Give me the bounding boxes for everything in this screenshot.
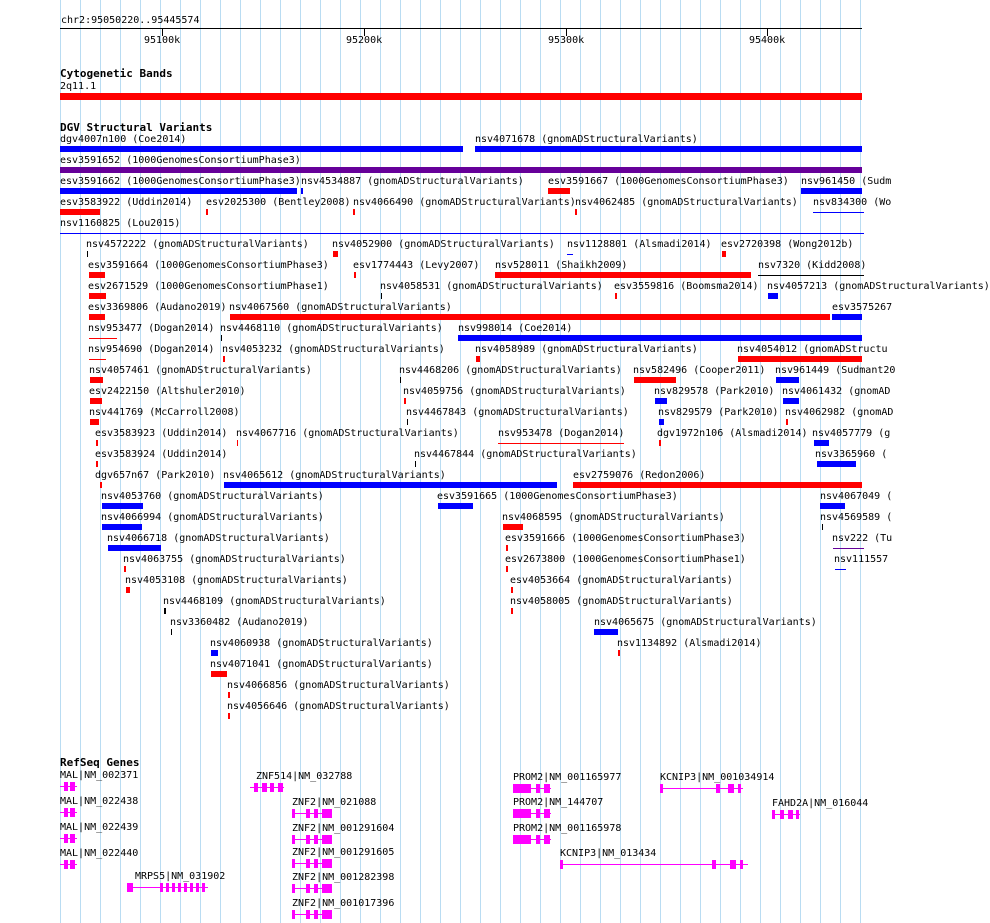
dgv-feature-label: nsv3365960 ( (815, 449, 888, 460)
gene-exon (712, 860, 716, 869)
ruler-tick-label: 95100k (144, 35, 181, 46)
dgv-feature-label: nsv4071678 (gnomADStructuralVariants) (475, 134, 698, 145)
gene-exon (544, 784, 550, 793)
refseq-gene-label: MRPS5|NM_031902 (135, 871, 226, 882)
gene-exon (544, 835, 550, 844)
gene-exon (127, 883, 133, 892)
dgv-feature-label: nsv4058531 (gnomADStructuralVariants) (380, 281, 603, 292)
dgv-feature-bar[interactable] (60, 146, 463, 152)
dgv-feature-label: nsv4071041 (gnomADStructuralVariants) (210, 659, 433, 670)
gene-exon (70, 834, 75, 843)
gene-exon (64, 860, 68, 869)
dgv-feature-label: nsv4052900 (gnomADStructuralVariants) (332, 239, 555, 250)
gene-exon (513, 784, 531, 793)
gene-exon (306, 859, 310, 868)
grid-line (720, 0, 721, 923)
grid-line (240, 0, 241, 923)
dgv-feature-bar[interactable] (511, 608, 513, 614)
dgv-feature-bar[interactable] (814, 440, 829, 446)
gene-exon (796, 810, 799, 819)
dgv-feature-label: esv3369806 (Audano2019) (88, 302, 227, 313)
dgv-feature-label: nsv4067049 ( (820, 491, 893, 502)
refseq-gene-label: MAL|NM_022440 (60, 848, 139, 859)
dgv-feature-label: nsv4534887 (gnomADStructuralVariants) (301, 176, 524, 187)
gene-exon (740, 860, 743, 869)
dgv-feature-bar[interactable] (381, 293, 382, 299)
dgv-feature-bar[interactable] (126, 587, 130, 593)
dgv-feature-label: nsv4058005 (gnomADStructuralVariants) (510, 596, 733, 607)
dgv-feature-label: nsv4062485 (gnomADStructuralVariants) (575, 197, 798, 208)
gene-exon (328, 859, 332, 868)
ruler-tick-label: 95200k (346, 35, 383, 46)
dgv-feature-bar[interactable] (211, 650, 218, 656)
gene-exon (190, 883, 193, 892)
refseq-gene-label: ZNF2|NM_021088 (292, 797, 377, 808)
ruler-line (60, 28, 862, 29)
grid-line (200, 0, 201, 923)
dgv-feature-bar[interactable] (89, 293, 106, 299)
dgv-feature-label: esv3575267 (832, 302, 893, 313)
grid-line (440, 0, 441, 923)
dgv-feature-label: nsv4467843 (gnomADStructuralVariants) (406, 407, 629, 418)
refseq-gene-label: MAL|NM_022438 (60, 796, 139, 807)
dgv-feature-label: esv3583923 (Uddin2014) (95, 428, 228, 439)
dgv-feature-label: nsv4065675 (gnomADStructuralVariants) (594, 617, 817, 628)
gene-exon (306, 910, 310, 919)
refseq-track-title: RefSeq Genes (60, 756, 140, 769)
dgv-feature-bar[interactable] (475, 146, 862, 152)
gene-exon (314, 859, 318, 868)
dgv-feature-bar[interactable] (575, 209, 577, 215)
dgv-feature-bar[interactable] (96, 440, 98, 446)
gene-exon (202, 883, 205, 892)
dgv-feature-bar[interactable] (102, 503, 143, 509)
dgv-feature-bar[interactable] (407, 419, 408, 425)
dgv-feature-label: nsv1128801 (Alsmadi2014) (567, 239, 712, 250)
dgv-feature-label: nsv4067560 (gnomADStructuralVariants) (229, 302, 452, 313)
dgv-feature-bar[interactable] (659, 419, 664, 425)
gene-exon (70, 808, 75, 817)
dgv-feature-bar[interactable] (333, 251, 338, 257)
gene-exon (536, 835, 540, 844)
dgv-feature-bar[interactable] (738, 356, 862, 362)
dgv-feature-label: dgv657n67 (Park2010) (95, 470, 216, 481)
dgv-feature-bar[interactable] (404, 398, 406, 404)
gene-exon (178, 883, 181, 892)
dgv-feature-bar[interactable] (813, 212, 864, 213)
gene-exon (314, 835, 318, 844)
dgv-feature-label: nsv4066718 (gnomADStructuralVariants) (107, 533, 330, 544)
gene-exon (64, 782, 68, 791)
grid-line (460, 0, 461, 923)
gene-exon (292, 910, 295, 919)
gene-exon (328, 835, 332, 844)
dgv-feature-label: nsv222 (Tu (832, 533, 893, 544)
grid-line (700, 0, 701, 923)
dgv-feature-label: nsv4058989 (gnomADStructuralVariants) (475, 344, 698, 355)
dgv-feature-label: nsv4066490 (gnomADStructuralVariants) (353, 197, 576, 208)
cytoband-track-title: Cytogenetic Bands (60, 67, 173, 80)
dgv-feature-label: nsv4063755 (gnomADStructuralVariants) (123, 554, 346, 565)
dgv-feature-bar[interactable] (301, 188, 303, 194)
dgv-feature-label: nsv528011 (Shaikh2009) (495, 260, 628, 271)
dgv-feature-bar[interactable] (832, 314, 862, 320)
dgv-feature-bar[interactable] (495, 272, 751, 278)
dgv-feature-label: nsv834300 (Wo (813, 197, 892, 208)
dgv-feature-label: esv3591667 (1000GenomesConsortiumPhase3) (548, 176, 789, 187)
dgv-feature-bar[interactable] (722, 251, 726, 257)
dgv-feature-label: nsv3360482 (Audano2019) (170, 617, 309, 628)
dgv-feature-bar[interactable] (102, 524, 142, 530)
dgv-feature-label: nsv4059756 (gnomADStructuralVariants) (403, 386, 626, 397)
grid-line (400, 0, 401, 923)
dgv-feature-bar[interactable] (801, 188, 862, 194)
dgv-feature-bar[interactable] (237, 440, 238, 446)
dgv-feature-label: esv2673800 (1000GenomesConsortiumPhase1) (505, 554, 746, 565)
grid-line (260, 0, 261, 923)
refseq-gene-label: ZNF2|NM_001291604 (292, 823, 395, 834)
refseq-gene-label: MAL|NM_022439 (60, 822, 139, 833)
refseq-gene-label: PROM2|NM_001165977 (513, 772, 622, 783)
refseq-gene-label: KCNIP3|NM_001034914 (660, 772, 775, 783)
dgv-feature-bar[interactable] (573, 482, 862, 488)
dgv-feature-label: nsv7320 (Kidd2008) (758, 260, 867, 271)
grid-line (300, 0, 301, 923)
refseq-gene-label: PROM2|NM_001165978 (513, 823, 622, 834)
dgv-feature-bar[interactable] (458, 335, 862, 341)
dgv-feature-bar[interactable] (228, 713, 230, 719)
grid-line (360, 0, 361, 923)
dgv-feature-label: nsv1134892 (Alsmadi2014) (617, 638, 762, 649)
gene-exon (64, 808, 68, 817)
gene-exon (328, 809, 332, 818)
dgv-feature-label: esv3591666 (1000GenomesConsortiumPhase3) (505, 533, 746, 544)
dgv-feature-bar[interactable] (96, 461, 98, 467)
dgv-feature-label: dgv1972n106 (Alsmadi2014) (657, 428, 808, 439)
dgv-feature-bar[interactable] (506, 545, 508, 551)
dgv-feature-bar[interactable] (822, 524, 823, 530)
dgv-feature-bar[interactable] (60, 188, 297, 194)
gene-exon (270, 783, 274, 792)
dgv-feature-bar[interactable] (89, 272, 105, 278)
grid-line (780, 0, 781, 923)
dgv-feature-label: esv3591662 (1000GenomesConsortiumPhase3) (60, 176, 301, 187)
refseq-gene-label: FAHD2A|NM_016044 (772, 798, 869, 809)
dgv-feature-bar[interactable] (615, 293, 617, 299)
dgv-track-title: DGV Structural Variants (60, 121, 213, 134)
dgv-feature-label: nsv4065612 (gnomADStructuralVariants) (223, 470, 446, 481)
gene-exon (788, 810, 793, 819)
dgv-feature-label: nsv4054012 (gnomADStructu (737, 344, 888, 355)
gene-exon (772, 810, 775, 819)
dgv-feature-bar[interactable] (87, 251, 88, 257)
dgv-feature-label: esv3559816 (Boomsma2014) (614, 281, 759, 292)
dgv-feature-bar[interactable] (618, 650, 620, 656)
gene-exon (278, 783, 283, 792)
gene-exon (513, 809, 531, 818)
dgv-feature-label: nsv582496 (Cooper2011) (633, 365, 766, 376)
dgv-feature-label: esv4053664 (gnomADStructuralVariants) (510, 575, 733, 586)
dgv-feature-bar[interactable] (124, 566, 126, 572)
gene-exon (328, 910, 332, 919)
dgv-feature-label: nsv4467844 (gnomADStructuralVariants) (414, 449, 637, 460)
dgv-feature-bar[interactable] (221, 335, 222, 341)
grid-line (320, 0, 321, 923)
dgv-feature-bar[interactable] (548, 188, 570, 194)
gene-exon (780, 810, 784, 819)
refseq-gene-label: ZNF2|NM_001291605 (292, 847, 395, 858)
dgv-feature-bar[interactable] (89, 314, 105, 320)
dgv-feature-bar[interactable] (90, 377, 103, 383)
dgv-feature-bar[interactable] (100, 482, 102, 488)
cytoband-label: 2q11.1 (60, 81, 97, 92)
gene-exon (306, 835, 310, 844)
dgv-feature-label: dgv4007n100 (Coe2014) (60, 134, 187, 145)
gene-exon (738, 784, 741, 793)
gene-exon (314, 884, 318, 893)
dgv-feature-label: nsv111557 (834, 554, 889, 565)
dgv-feature-bar[interactable] (90, 398, 102, 404)
gene-exon (292, 809, 295, 818)
dgv-feature-bar[interactable] (354, 272, 356, 278)
dgv-feature-bar[interactable] (223, 356, 225, 362)
dgv-feature-label: esv3583922 (Uddin2014) (60, 197, 193, 208)
dgv-feature-bar[interactable] (503, 524, 523, 530)
dgv-feature-bar[interactable] (634, 377, 676, 383)
refseq-gene-label: KCNIP3|NM_013434 (560, 848, 657, 859)
dgv-feature-bar[interactable] (206, 209, 208, 215)
dgv-feature-label: nsv4061432 (gnomAD (782, 386, 891, 397)
dgv-feature-label: nsv4057779 (g (812, 428, 891, 439)
gene-exon (560, 860, 563, 869)
dgv-feature-bar[interactable] (353, 209, 355, 215)
location-label: chr2:95050220..95445574 (61, 15, 200, 26)
gene-exon (306, 809, 310, 818)
dgv-feature-label: esv2422150 (Altshuler2010) (89, 386, 246, 397)
gene-exon (660, 784, 663, 793)
gene-exon (314, 910, 318, 919)
grid-line (380, 0, 381, 923)
dgv-feature-label: nsv4057213 (gnomADStructuralVariants) (767, 281, 990, 292)
dgv-feature-bar[interactable] (768, 293, 778, 299)
dgv-feature-bar[interactable] (400, 377, 401, 383)
dgv-feature-bar[interactable] (415, 461, 416, 467)
dgv-feature-bar[interactable] (230, 314, 830, 320)
dgv-feature-label: esv3591665 (1000GenomesConsortiumPhase3) (437, 491, 678, 502)
dgv-feature-label: nsv954690 (Dogan2014) (88, 344, 215, 355)
grid-line (340, 0, 341, 923)
dgv-feature-bar[interactable] (820, 503, 845, 509)
gene-exon (292, 835, 295, 844)
gene-exon (160, 883, 163, 892)
cytoband-bar[interactable] (60, 93, 862, 100)
dgv-feature-bar[interactable] (89, 338, 117, 339)
gene-exon (328, 884, 332, 893)
dgv-feature-bar[interactable] (786, 419, 788, 425)
gene-exon (196, 883, 199, 892)
dgv-feature-label: nsv4067716 (gnomADStructuralVariants) (236, 428, 459, 439)
dgv-feature-label: nsv961450 (Sudm (801, 176, 892, 187)
dgv-feature-bar[interactable] (108, 545, 161, 551)
gene-intron-line (560, 864, 748, 865)
dgv-feature-bar[interactable] (498, 443, 624, 444)
dgv-feature-label: nsv4053232 (gnomADStructuralVariants) (222, 344, 445, 355)
dgv-feature-label: esv2671529 (1000GenomesConsortiumPhase1) (88, 281, 329, 292)
gene-exon (314, 809, 318, 818)
dgv-feature-label: nsv4468206 (gnomADStructuralVariants) (399, 365, 622, 376)
refseq-gene-label: PROM2|NM_144707 (513, 797, 604, 808)
dgv-feature-label: nsv1160825 (Lou2015) (60, 218, 181, 229)
dgv-feature-label: nsv953477 (Dogan2014) (88, 323, 215, 334)
dgv-feature-bar[interactable] (758, 275, 864, 276)
grid-line (420, 0, 421, 923)
dgv-feature-label: nsv4053760 (gnomADStructuralVariants) (101, 491, 324, 502)
dgv-feature-label: esv2720398 (Wong2012b) (721, 239, 854, 250)
dgv-feature-bar[interactable] (164, 608, 166, 614)
refseq-gene-label: ZNF2|NM_001017396 (292, 898, 395, 909)
dgv-feature-bar[interactable] (476, 356, 480, 362)
ruler-tick-label: 95300k (548, 35, 585, 46)
dgv-feature-bar[interactable] (60, 209, 100, 215)
dgv-feature-bar[interactable] (567, 254, 573, 255)
gene-exon (306, 884, 310, 893)
gene-exon (64, 834, 68, 843)
grid-line (860, 0, 861, 923)
gene-exon (513, 835, 531, 844)
dgv-feature-label: nsv4569589 ( (820, 512, 893, 523)
dgv-feature-label: nsv441769 (McCarroll2008) (89, 407, 240, 418)
dgv-feature-label: esv3591652 (1000GenomesConsortiumPhase3) (60, 155, 301, 166)
gene-exon (536, 809, 540, 818)
dgv-feature-label: nsv4468109 (gnomADStructuralVariants) (163, 596, 386, 607)
gene-exon (292, 859, 295, 868)
dgv-feature-label: nsv4066856 (gnomADStructuralVariants) (227, 680, 450, 691)
dgv-feature-bar[interactable] (90, 419, 99, 425)
dgv-feature-bar[interactable] (89, 359, 106, 360)
gene-exon (728, 784, 734, 793)
gene-exon (70, 860, 75, 869)
dgv-feature-label: nsv998014 (Coe2014) (458, 323, 573, 334)
gene-exon (730, 860, 736, 869)
dgv-feature-label: esv3591664 (1000GenomesConsortiumPhase3) (88, 260, 329, 271)
gene-exon (536, 784, 540, 793)
dgv-feature-label: nsv953478 (Dogan2014) (498, 428, 625, 439)
dgv-feature-label: nsv4056646 (gnomADStructuralVariants) (227, 701, 450, 712)
dgv-feature-bar[interactable] (171, 629, 172, 635)
dgv-feature-label: esv3583924 (Uddin2014) (95, 449, 228, 460)
refseq-gene-label: ZNF514|NM_032788 (256, 771, 353, 782)
dgv-feature-label: nsv961449 (Sudmant20 (775, 365, 896, 376)
dgv-feature-label: nsv829578 (Park2010) (654, 386, 775, 397)
dgv-feature-label: nsv829579 (Park2010) (658, 407, 779, 418)
dgv-feature-label: nsv4062982 (gnomAD (785, 407, 894, 418)
dgv-feature-label: esv2759076 (Redon2006) (573, 470, 706, 481)
dgv-feature-bar[interactable] (783, 398, 799, 404)
gene-exon (716, 784, 720, 793)
dgv-feature-label: nsv4068595 (gnomADStructuralVariants) (502, 512, 725, 523)
dgv-feature-label: esv2025300 (Bentley2008) (206, 197, 351, 208)
dgv-feature-bar[interactable] (833, 548, 864, 549)
dgv-feature-label: nsv4053108 (gnomADStructuralVariants) (125, 575, 348, 586)
grid-line (800, 0, 801, 923)
gene-exon (262, 783, 267, 792)
gene-exon (166, 883, 169, 892)
dgv-feature-label: nsv4060938 (gnomADStructuralVariants) (210, 638, 433, 649)
dgv-feature-label: nsv4066994 (gnomADStructuralVariants) (101, 512, 324, 523)
refseq-gene-label: MAL|NM_002371 (60, 770, 139, 781)
dgv-feature-bar[interactable] (224, 482, 557, 488)
refseq-gene-label: ZNF2|NM_001282398 (292, 872, 395, 883)
dgv-feature-bar[interactable] (60, 167, 862, 173)
dgv-feature-label: esv1774443 (Levy2007) (353, 260, 480, 271)
dgv-feature-bar[interactable] (228, 692, 230, 698)
dgv-feature-bar[interactable] (659, 440, 661, 446)
gene-exon (292, 884, 295, 893)
dgv-feature-bar[interactable] (506, 566, 508, 572)
dgv-feature-bar[interactable] (60, 233, 864, 234)
dgv-feature-label: nsv4057461 (gnomADStructuralVariants) (89, 365, 312, 376)
grid-line (220, 0, 221, 923)
ruler-tick-label: 95400k (749, 35, 786, 46)
dgv-feature-bar[interactable] (211, 671, 227, 677)
dgv-feature-bar[interactable] (817, 461, 856, 467)
dgv-feature-bar[interactable] (511, 587, 513, 593)
grid-line (760, 0, 761, 923)
gene-exon (254, 783, 258, 792)
gene-exon (544, 809, 550, 818)
dgv-feature-bar[interactable] (594, 629, 618, 635)
dgv-feature-bar[interactable] (655, 398, 667, 404)
dgv-feature-label: nsv4468110 (gnomADStructuralVariants) (220, 323, 443, 334)
dgv-feature-bar[interactable] (835, 569, 846, 570)
gene-exon (70, 782, 75, 791)
gene-exon (184, 883, 187, 892)
gene-exon (172, 883, 175, 892)
dgv-feature-bar[interactable] (438, 503, 473, 509)
dgv-feature-bar[interactable] (776, 377, 799, 383)
dgv-feature-label: nsv4572222 (gnomADStructuralVariants) (86, 239, 309, 250)
